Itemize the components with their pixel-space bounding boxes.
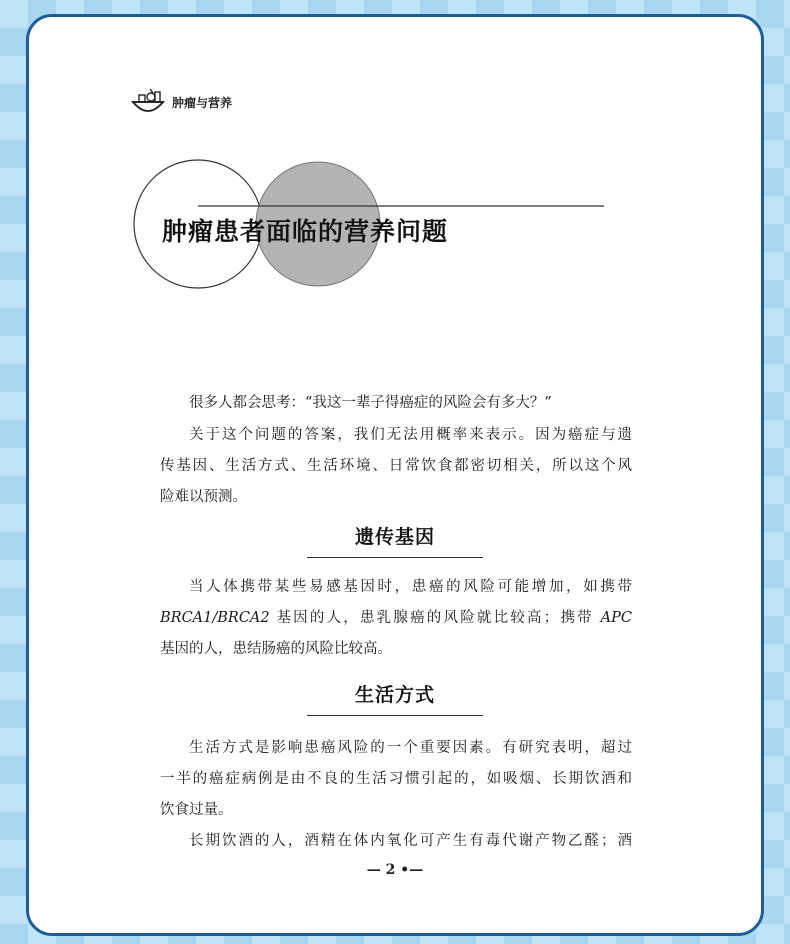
book-title: 肿瘤与营养 bbox=[172, 95, 233, 110]
intro-paragraph-2-line-1: 关于这个问题的答案，我们无法用概率来表示。因为癌症与遗 bbox=[189, 427, 632, 443]
genetics-line-3: 基因的人，患结肠癌的风险比较高。 bbox=[160, 641, 392, 657]
intro-paragraph-1: 很多人都会思考：“我这一辈子得癌症的风险会有多大？” bbox=[189, 395, 552, 411]
lifestyle-paragraph-1-line-2: 一半的癌症病例是由不良的生活习惯引起的，如吸烟、长期饮酒和 bbox=[160, 771, 632, 787]
section-heading-genetics: 遗传基因 bbox=[305, 522, 485, 558]
gene-name: BRCA2 bbox=[217, 610, 270, 626]
page-number: 2 bbox=[385, 862, 396, 878]
heading-rule bbox=[307, 557, 483, 558]
genetics-line-1: 当人体携带某些易感基因时，患癌的风险可能增加，如携带 bbox=[189, 579, 632, 595]
gene-name: BRCA1 bbox=[160, 610, 213, 626]
chapter-title: 肿瘤患者面临的营养问题 bbox=[162, 217, 449, 246]
heading-rule bbox=[307, 715, 483, 716]
gene-name: APC bbox=[600, 610, 632, 626]
chapter-title-block bbox=[130, 156, 610, 296]
lifestyle-paragraph-1-line-1: 生活方式是影响患癌风险的一个重要因素。有研究表明，超过 bbox=[189, 740, 632, 756]
page-footer: — 2 •— bbox=[366, 862, 424, 878]
food-bowl-icon bbox=[130, 86, 166, 118]
section-heading-lifestyle: 生活方式 bbox=[305, 680, 485, 716]
intro-paragraph-2-line-2: 传基因、生活方式、生活环境、日常饮食都密切相关，所以这个风 bbox=[160, 458, 632, 474]
running-header bbox=[130, 82, 232, 122]
intro-paragraph-2-line-3: 险难以预测。 bbox=[160, 489, 247, 505]
lifestyle-paragraph-2-line-1: 长期饮酒的人，酒精在体内氧化可产生有毒代谢产物乙醛；酒 bbox=[189, 833, 632, 849]
lifestyle-paragraph-1-line-3: 饮食过量。 bbox=[160, 802, 233, 818]
genetics-line-2: BRCA1/BRCA2 基因的人，患乳腺癌的风险就比较高；携带 APC bbox=[160, 610, 632, 626]
